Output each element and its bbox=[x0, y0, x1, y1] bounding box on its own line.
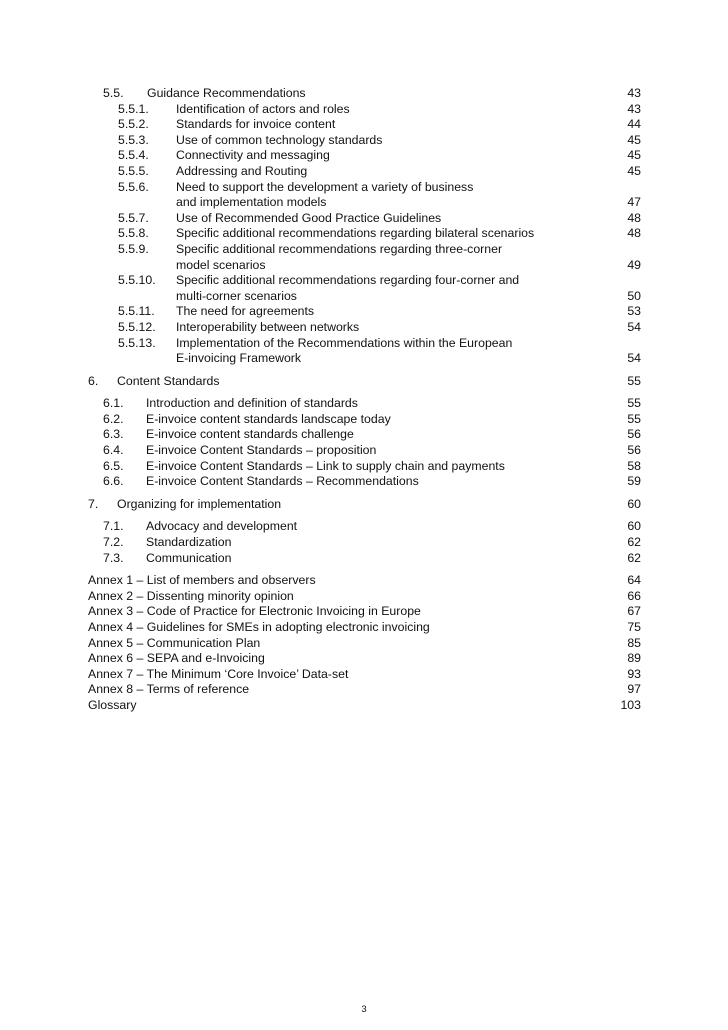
toc-entry-number: 5.5.6. bbox=[118, 179, 149, 194]
toc-entry-title: E-invoice Content Standards – Link to supply chain and payments bbox=[146, 458, 505, 473]
toc-entry-page: 85 bbox=[627, 635, 641, 650]
toc-entry-title: multi-corner scenarios bbox=[176, 288, 297, 303]
toc-entry-title: E-invoice content standards landscape today bbox=[146, 411, 391, 426]
toc-entry-title: Standardization bbox=[146, 535, 232, 550]
toc-entry-title: Glossary bbox=[88, 697, 137, 712]
toc-entry[interactable] bbox=[88, 164, 641, 180]
toc-entry-number: 5.5.2. bbox=[118, 117, 149, 132]
toc-entry-page: 54 bbox=[627, 351, 641, 366]
toc-entry-number: 6. bbox=[88, 373, 99, 388]
toc-entry-continuation[interactable] bbox=[88, 289, 641, 305]
page-number: 3 bbox=[361, 1004, 367, 1015]
toc-entry-page: 56 bbox=[627, 427, 641, 442]
toc-entry-number: 5.5.10. bbox=[118, 273, 156, 288]
toc-entry[interactable] bbox=[88, 273, 641, 289]
toc-entry-title: Identification of actors and roles bbox=[176, 101, 350, 116]
toc-entry[interactable] bbox=[88, 474, 641, 490]
toc-entry[interactable] bbox=[88, 396, 641, 412]
toc-entry-page: 45 bbox=[627, 163, 641, 178]
toc-entry-title: Annex 1 – List of members and observers bbox=[88, 573, 316, 588]
toc-entry[interactable] bbox=[88, 551, 641, 567]
toc-entry-number: 7. bbox=[88, 496, 99, 511]
toc-entry-page: 66 bbox=[627, 588, 641, 603]
toc-entry[interactable] bbox=[88, 133, 641, 149]
toc-entry[interactable] bbox=[88, 86, 641, 102]
toc-entry-number: 5.5.3. bbox=[118, 132, 149, 147]
toc-entry-page: 62 bbox=[627, 535, 641, 550]
toc-entry-number: 5.5.5. bbox=[118, 163, 149, 178]
toc-entry[interactable] bbox=[88, 320, 641, 336]
toc-entry-page: 89 bbox=[627, 651, 641, 666]
toc-entry[interactable] bbox=[88, 620, 641, 636]
toc-entry-page: 58 bbox=[627, 458, 641, 473]
toc-entry-title: The need for agreements bbox=[176, 304, 315, 319]
toc-entry-number: 7.1. bbox=[103, 519, 124, 534]
toc-entry-number: 5.5.12. bbox=[118, 319, 156, 334]
toc-entry[interactable] bbox=[88, 573, 641, 589]
toc-entry-title: Annex 3 – Code of Practice for Electronic Invoicing in Europe bbox=[88, 604, 421, 619]
toc-entry[interactable] bbox=[88, 102, 641, 118]
toc-entry-title: Advocacy and development bbox=[146, 519, 298, 534]
toc-entry-number: 6.3. bbox=[103, 427, 124, 442]
toc-entry-title: model scenarios bbox=[176, 257, 266, 272]
toc-entry[interactable] bbox=[88, 535, 641, 551]
toc-entry-page: 55 bbox=[627, 373, 641, 388]
toc-entry-title: Annex 5 – Communication Plan bbox=[88, 635, 261, 650]
toc-entry-number: 5.5.7. bbox=[118, 210, 149, 225]
toc-entry-title: Specific additional recommendations regarding bilateral scenarios bbox=[176, 226, 535, 241]
toc-entry-number: 7.2. bbox=[103, 535, 124, 550]
toc-entry-page: 53 bbox=[627, 304, 641, 319]
toc-entry-number: 5.5. bbox=[103, 86, 124, 100]
toc-entry-page: 103 bbox=[620, 697, 641, 712]
toc-entry[interactable] bbox=[88, 519, 641, 535]
toc-entry-title: Specific additional recommendations regarding three-corner bbox=[176, 241, 503, 256]
toc-entry-title: Use of Recommended Good Practice Guidelines bbox=[176, 210, 442, 225]
table-of-contents bbox=[88, 86, 641, 714]
toc-entry[interactable] bbox=[88, 682, 641, 698]
toc-entry[interactable] bbox=[88, 226, 641, 242]
toc-entry[interactable] bbox=[88, 117, 641, 133]
toc-entry-number: 5.5.13. bbox=[118, 335, 156, 350]
toc-entry-number: 5.5.1. bbox=[118, 101, 149, 116]
toc-entry-title: Content Standards bbox=[117, 373, 220, 388]
toc-entry[interactable] bbox=[88, 636, 641, 652]
toc-entry-title: E-invoicing Framework bbox=[176, 351, 302, 366]
toc-entry-number: 6.5. bbox=[103, 458, 124, 473]
toc-entry-title: Implementation of the Recommendations within the European bbox=[176, 335, 513, 350]
toc-entry-title: Addressing and Routing bbox=[176, 163, 308, 178]
toc-entry-title: Annex 8 – Terms of reference bbox=[88, 682, 250, 697]
toc-entry-title: Annex 2 – Dissenting minority opinion bbox=[88, 588, 294, 603]
toc-entry-number: 6.4. bbox=[103, 443, 124, 458]
toc-entry-page: 56 bbox=[627, 443, 641, 458]
toc-entry[interactable] bbox=[88, 336, 641, 352]
toc-entry[interactable] bbox=[88, 211, 641, 227]
toc-entry[interactable] bbox=[88, 180, 641, 196]
toc-entry-number: 5.5.4. bbox=[118, 148, 149, 163]
toc-entry-page: 60 bbox=[627, 519, 641, 534]
toc-entry-number: 6.1. bbox=[103, 396, 124, 411]
toc-entry-page: 43 bbox=[627, 101, 641, 116]
toc-entry-page: 43 bbox=[627, 86, 641, 100]
toc-entry-page: 55 bbox=[627, 411, 641, 426]
toc-entry-page: 50 bbox=[627, 288, 641, 303]
toc-entry-number: 7.3. bbox=[103, 550, 124, 565]
toc-entry-title: E-invoice Content Standards – proposition bbox=[146, 443, 377, 458]
toc-entry-title: and implementation models bbox=[176, 195, 327, 210]
toc-entry[interactable] bbox=[88, 304, 641, 320]
toc-entry-title: Specific additional recommendations regarding four-corner and bbox=[176, 273, 520, 288]
toc-entry-page: 48 bbox=[627, 210, 641, 225]
toc-entry-page: 59 bbox=[627, 474, 641, 489]
toc-entry[interactable] bbox=[88, 148, 641, 164]
toc-entry-page: 64 bbox=[627, 573, 641, 588]
toc-entry-number: 5.5.11. bbox=[118, 304, 155, 319]
toc-entry-continuation[interactable] bbox=[88, 258, 641, 274]
toc-entry[interactable] bbox=[88, 667, 641, 683]
toc-entry[interactable] bbox=[88, 589, 641, 605]
toc-entry-title: Organizing for implementation bbox=[117, 496, 282, 511]
toc-entry-page: 44 bbox=[627, 117, 641, 132]
toc-entry-title: Use of common technology standards bbox=[176, 132, 383, 147]
toc-entry-page: 48 bbox=[627, 226, 641, 241]
toc-entry-page: 54 bbox=[627, 319, 641, 334]
toc-entry-title: E-invoice content standards challenge bbox=[146, 427, 354, 442]
toc-entry[interactable] bbox=[88, 497, 641, 513]
toc-entry[interactable] bbox=[88, 242, 641, 258]
toc-entry[interactable] bbox=[88, 459, 641, 475]
toc-entry[interactable] bbox=[88, 651, 641, 667]
toc-entry-title: Annex 7 – The Minimum ‘Core Invoice’ Data-set bbox=[88, 666, 349, 681]
toc-entry-number: 6.6. bbox=[103, 474, 124, 489]
toc-entry[interactable] bbox=[88, 427, 641, 443]
toc-entry-page: 93 bbox=[627, 666, 641, 681]
toc-entry-title: Annex 4 – Guidelines for SMEs in adopting electronic invoicing bbox=[88, 620, 430, 634]
toc-entry[interactable] bbox=[88, 698, 641, 714]
toc-entry-title: Interoperability between networks bbox=[176, 319, 360, 334]
toc-entry-page: 49 bbox=[627, 257, 641, 272]
toc-entry-title: Introduction and definition of standards bbox=[146, 396, 358, 411]
toc-entry-page: 60 bbox=[627, 496, 641, 511]
toc-entry-page: 62 bbox=[627, 550, 641, 565]
toc-entry-title: Guidance Recommendations bbox=[147, 86, 306, 100]
toc-entry-page: 67 bbox=[627, 604, 641, 619]
toc-entry-page: 75 bbox=[627, 620, 641, 634]
toc-entry-page: 45 bbox=[627, 148, 641, 163]
toc-entry-page: 97 bbox=[627, 682, 641, 697]
toc-entry-number: 5.5.9. bbox=[118, 241, 149, 256]
toc-entry[interactable] bbox=[88, 412, 641, 428]
toc-entry-title: Standards for invoice content bbox=[176, 117, 336, 132]
toc-entry[interactable] bbox=[88, 604, 641, 620]
toc-entry-page: 47 bbox=[627, 195, 641, 210]
toc-entry-page: 45 bbox=[627, 132, 641, 147]
toc-entry-continuation[interactable] bbox=[88, 195, 641, 211]
toc-entry-title: Communication bbox=[146, 550, 232, 565]
toc-entry-number: 5.5.8. bbox=[118, 226, 149, 241]
toc-entry-title: Annex 6 – SEPA and e-Invoicing bbox=[88, 651, 265, 666]
toc-entry-title: Need to support the development a variety of business bbox=[176, 179, 474, 194]
toc-entry-number: 6.2. bbox=[103, 411, 124, 426]
toc-entry-page: 55 bbox=[627, 396, 641, 411]
toc-entry-title: Connectivity and messaging bbox=[176, 148, 330, 163]
toc-entry-continuation[interactable] bbox=[88, 351, 641, 367]
toc-entry-title: E-invoice Content Standards – Recommendations bbox=[146, 474, 419, 489]
toc-entry[interactable] bbox=[88, 374, 641, 390]
toc-entry[interactable] bbox=[88, 443, 641, 459]
